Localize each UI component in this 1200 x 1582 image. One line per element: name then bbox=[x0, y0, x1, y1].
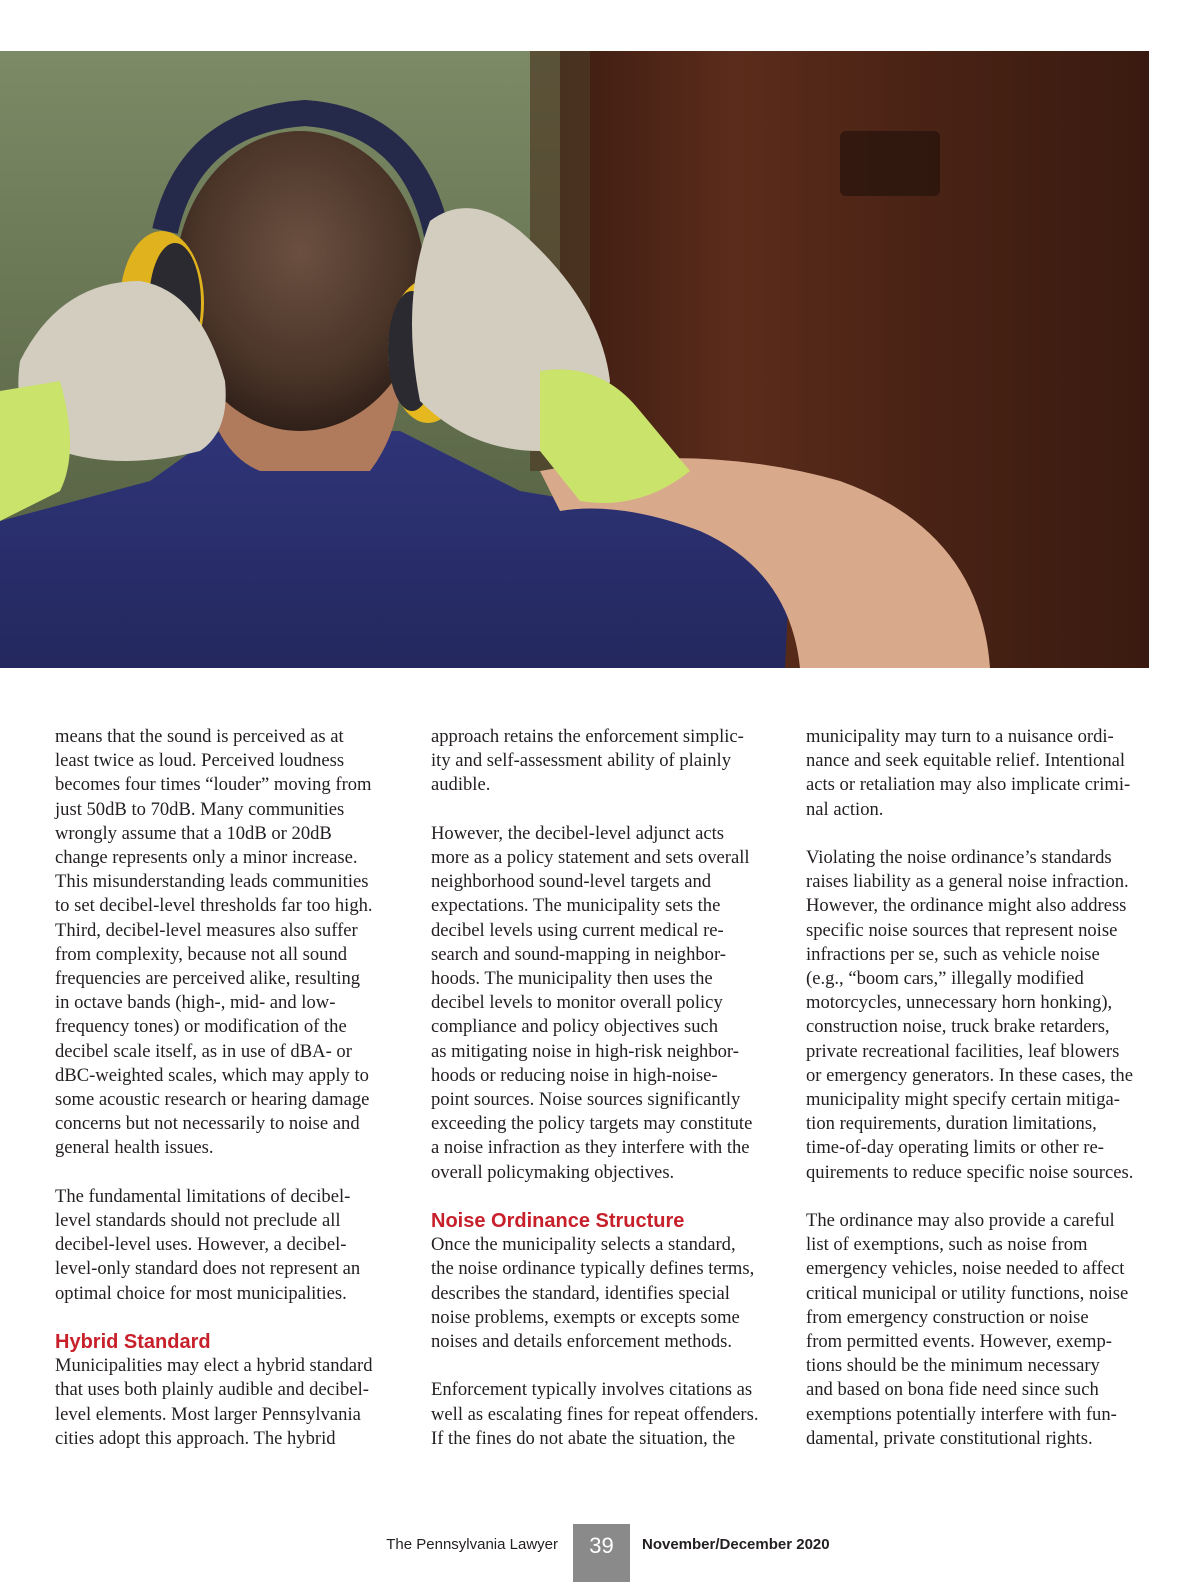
page-number: 39 bbox=[573, 1524, 630, 1582]
text-column-3 bbox=[806, 725, 1146, 1451]
photo-illustration bbox=[0, 51, 1149, 668]
paragraph: The ordinance may also provide a careful list of exemptions, such as noise from emergency vehicles, noise needed to affect critical municipal or utility functions, noise from emergency construction or noise from permitted events. However, exemp- tions should be the minimum necessary and based on bona fide need since such exemptions potentially interfere with fun- damental, private constitutional rights. bbox=[806, 1210, 1129, 1449]
paragraph: Violating the noise ordinance’s standards raises liability as a general noise infraction. However, the ordinance might also address specific noise sources that represent noise infractions per se, such as vehicle noise (e.g., “boom cars,” illegally modified motorcycles, unnecessary horn honking), construction noise, truck brake retarders, private recreational facilities, leaf blowers or emergency generators. In these cases, the municipality might specify certain mitiga- tion requirements, duration limitations, time-of-day operating limits or other re- quirements to reduce specific noise sources. bbox=[806, 847, 1134, 1183]
footer-publication-name: The Pennsylvania Lawyer bbox=[386, 1536, 558, 1553]
text-column-2 bbox=[431, 725, 771, 1451]
paragraph: municipality may turn to a nuisance ordi- nance and seek equitable relief. Intentional acts or retaliation may also implicate crimi- nal action. bbox=[806, 726, 1131, 820]
footer-issue-date: November/December 2020 bbox=[642, 1536, 830, 1553]
paragraph: approach retains the enforcement simplic- ity and self-assessment ability of plainly audible. bbox=[431, 726, 744, 796]
article-photo bbox=[0, 51, 1149, 668]
paragraph: Enforcement typically involves citations as well as escalating fines for repeat offenders. If the fines do not abate the situation, the bbox=[431, 1379, 759, 1449]
paragraph: However, the decibel-level adjunct acts more as a policy statement and sets overall neighborhood sound-level targets and expectations. The municipality sets the decibel levels using current medical re- search and sound-mapping in neighbor- hoods. The municipality then uses the decibel levels to monitor overall policy compliance and policy objectives such as mitigating noise in high-risk neighbor- hoods or reducing noise in high-noise- point sources. Noise sources significantly exceeding the policy targets may constitute a noise infraction as they interfere with the overall policymaking objectives. bbox=[431, 822, 753, 1183]
paragraph: Once the municipality selects a standard, the noise ordinance typically defines terms, describes the standard, identifies special noise problems, exempts or excepts some noises and details enforcement methods. bbox=[431, 1234, 755, 1353]
paragraph: The fundamental limitations of decibel- level standards should not preclude all decibel-level uses. However, a decibel- level-only standard does not represent an optimal choice for most municipalities. bbox=[55, 1185, 361, 1304]
paragraph: means that the sound is perceived as at least twice as loud. Perceived loudness becomes four times “louder” moving from just 50dB to 70dB. Many communities wrongly assume that a 10dB or 20dB change represents only a minor increase. This misunderstanding leads communities to set decibel-level thresholds far too high. Third, decibel-level measures also suffer from complexity, because not all sound frequencies are perceived alike, resulting in octave bands (high-, mid- and low- frequency tones) or modification of the decibel scale itself, as in use of dBA- or dBC-weighted scales, which may apply to some acoustic research or hearing damage concerns but not necessarily to noise and general health issues. bbox=[55, 726, 373, 1159]
section-heading-noise-ordinance-structure: Noise Ordinance Structure bbox=[431, 1210, 685, 1233]
text-column-1 bbox=[55, 725, 395, 1451]
section-heading-hybrid-standard: Hybrid Standard bbox=[55, 1331, 211, 1354]
paragraph: Municipalities may elect a hybrid standard that uses both plainly audible and decibel- level elements. Most larger Pennsylvania cities adopt this approach. The hybrid bbox=[55, 1355, 373, 1449]
